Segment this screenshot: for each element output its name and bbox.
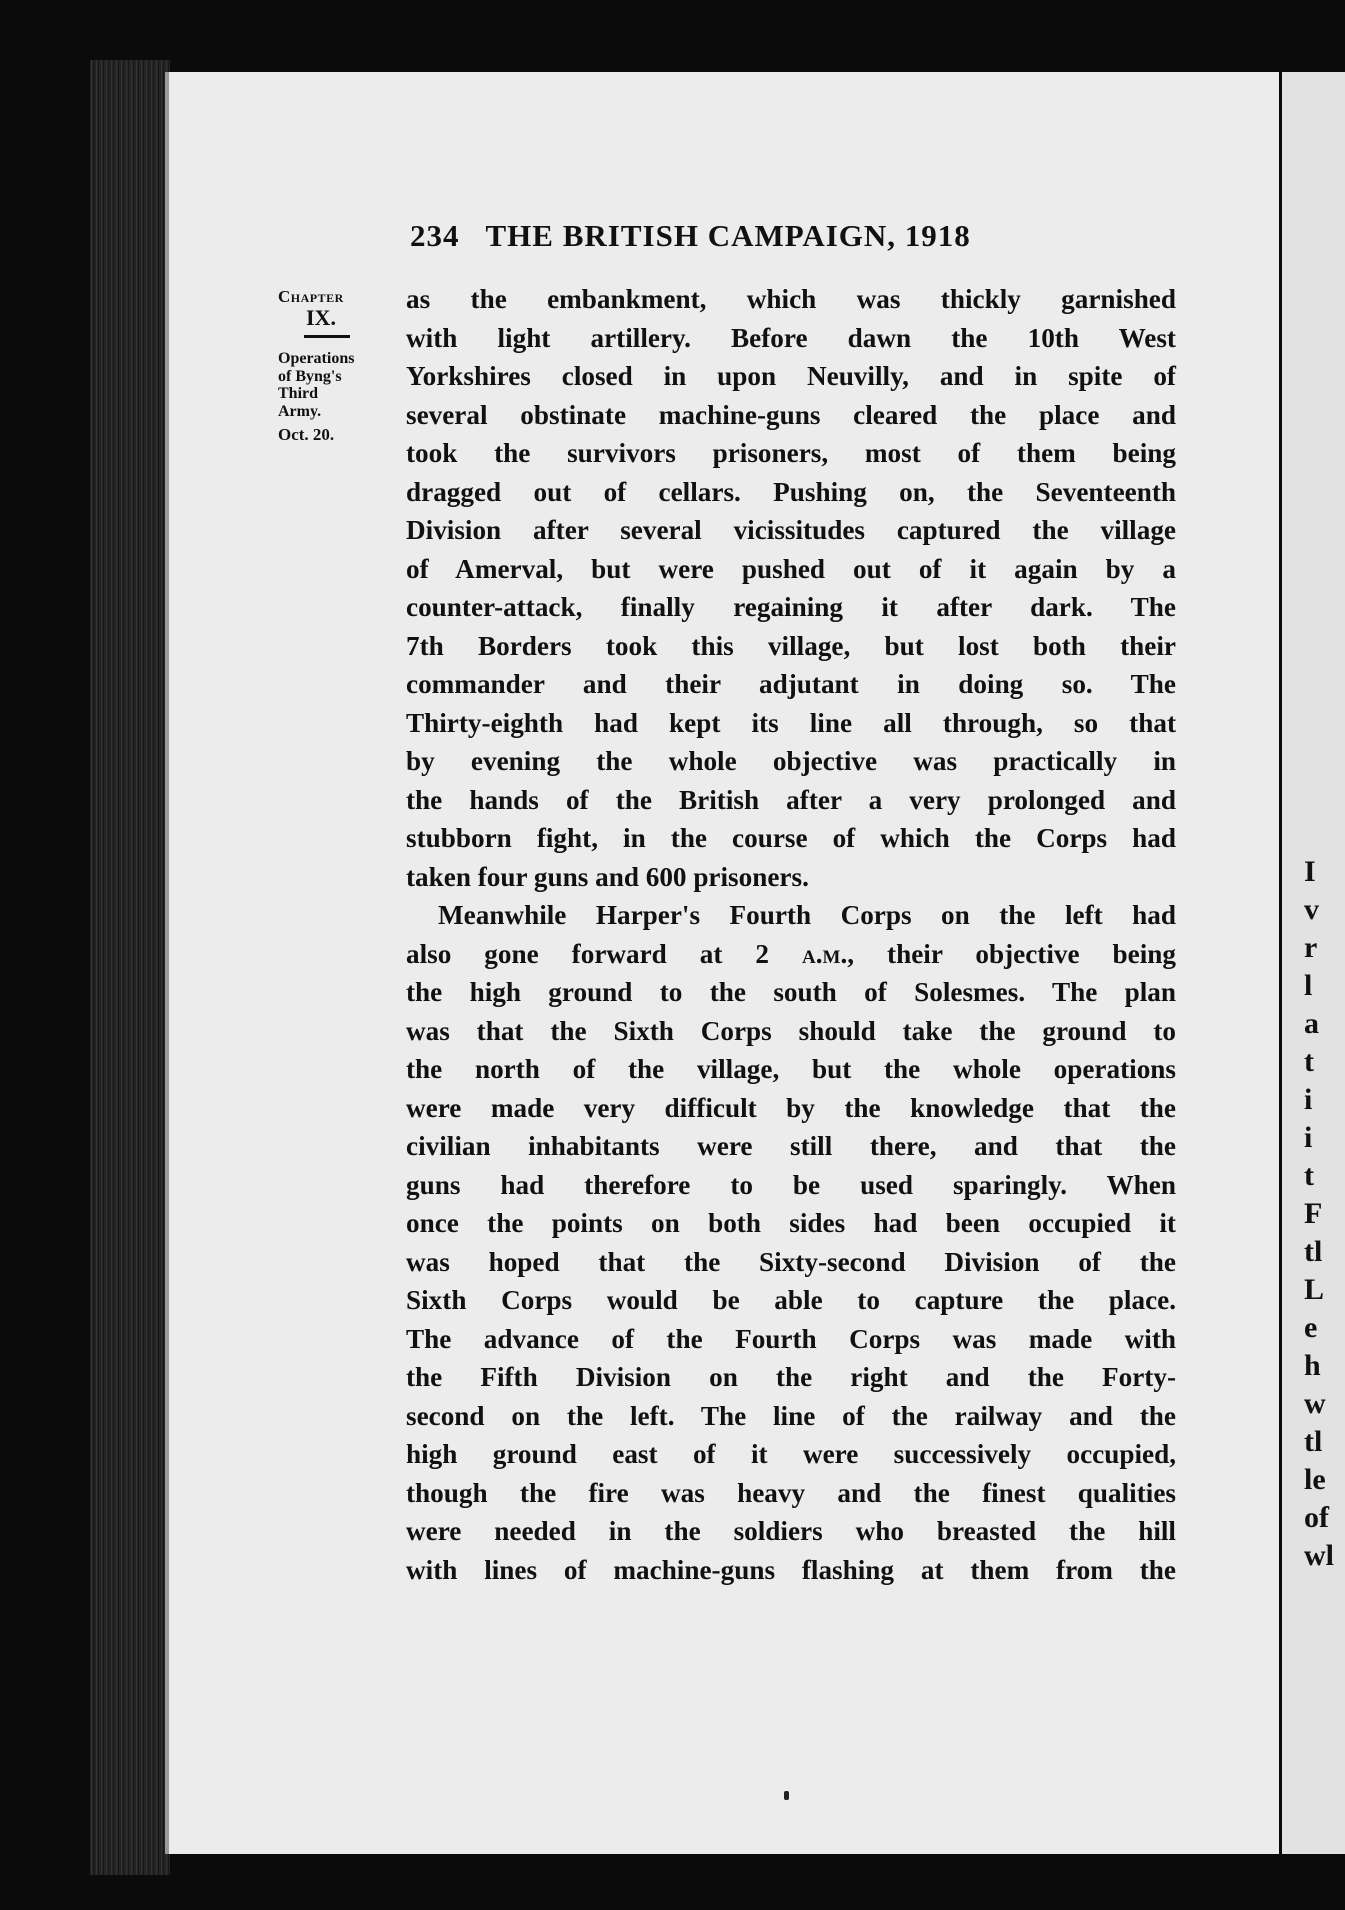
facing-page-fragment: tl [1304,1235,1323,1268]
text-line: counter-attack, finally regaining it after dark. The [406,592,1176,622]
chapter-number: IX. [306,304,336,330]
text-line: Meanwhile Harper's Fourth Corps on the left had [438,900,1176,930]
text-line: though the fire was heavy and the finest qualities [406,1477,1176,1508]
text-line: second on the left. The line of the railway and the [406,1400,1176,1431]
facing-page-fragment: i [1304,1083,1313,1116]
text-line: stubborn fight, in the course of which the Corps had [406,823,1176,853]
text-fragment: , their objective being [847,938,1176,969]
text-line: Sixth Corps would be able to capture the place. [406,1285,1176,1315]
running-head [410,218,1055,254]
facing-page-fragment: of [1304,1501,1329,1534]
facing-page-fragment: i [1304,1121,1313,1154]
text-line: civilian inhabitants were still there, and that the [406,1131,1176,1161]
text-line: 7th Borders took this village, but lost both their [406,630,1176,661]
body-text [406,280,1176,1589]
running-title: THE BRITISH CAMPAIGN, 1918 [485,218,971,253]
text-line: was hoped that the Sixty-second Division of the [406,1246,1176,1277]
facing-page-fragment: le [1304,1463,1326,1496]
text-line: once the points on both sides had been occupied it [406,1208,1176,1238]
text-line: high ground east of it were successively occupied, [406,1439,1176,1469]
facing-page-fragment: a [1304,1007,1319,1040]
facing-page-fragment: v [1304,893,1319,926]
facing-page-fragment: wl [1304,1539,1334,1572]
facing-page-fragment: t [1304,1159,1314,1192]
text-line: commander and their adjutant in doing so. The [406,669,1176,699]
facing-page-fragment: h [1304,1349,1321,1382]
facing-page-fragment: l [1304,969,1313,1002]
sidenote-line: Third [278,385,319,403]
text-line: dragged out of cellars. Pushing on, the Seventeenth [406,476,1176,507]
facing-page-fragment: t [1304,1045,1314,1078]
facing-page-fragment: tl [1304,1425,1323,1458]
text-line: The advance of the Fourth Corps was made with [406,1323,1176,1354]
book-page-edges [90,60,170,1875]
text-line: taken four guns and 600 prisoners. [406,861,809,892]
text-line: the high ground to the south of Solesmes. The plan [406,977,1176,1007]
text-line: was that the Sixth Corps should take the ground to [406,1015,1176,1046]
text-line: with lines of machine-guns flashing at them from the [406,1554,1176,1585]
text-line: the north of the village, but the whole operations [406,1054,1176,1084]
text-fragment: also gone forward at 2 [406,938,802,969]
text-line: Division after several vicissitudes captured the village [406,515,1176,545]
text-line: the hands of the British after a very prolonged and [406,784,1176,815]
text-line: by evening the whole objective was practically in [406,746,1176,776]
text-line: Thirty-eighth had kept its line all through, so that [406,707,1176,738]
chapter-label: Chapter [278,287,344,306]
text-line: Yorkshires closed in upon Neuvilly, and in spite of [406,361,1176,391]
facing-page-fragment: r [1304,931,1318,964]
margin-notes [278,288,398,444]
sidenote-date: Oct. 20. [278,425,335,445]
text-line: guns had therefore to be used sparingly. When [406,1169,1176,1200]
page-number: 234 [410,218,460,253]
text-line: were needed in the soldiers who breasted the hill [406,1516,1176,1546]
ink-speck [784,1791,789,1800]
sidenote-line: of Byng's [278,367,342,385]
text-line: of Amerval, but were pushed out of it again by a [406,553,1176,584]
time-abbrev: a.m. [802,938,848,969]
facing-page-fragment: I [1304,855,1316,888]
text-line: took the survivors prisoners, most of them being [406,438,1176,468]
text-line: the Fifth Division on the right and the Forty- [406,1362,1176,1392]
text-line: were made very difficult by the knowledge that the [406,1092,1176,1123]
text-line: as the embankment, which was thickly garnished [406,284,1176,314]
sidenote-line: Operations [278,349,355,367]
text-line: several obstinate machine-guns cleared the place and [406,399,1176,430]
chapter-rule [304,335,350,338]
facing-page-fragment: e [1304,1311,1318,1344]
text-line [406,935,1176,974]
sidenote-line: Army. [278,402,322,420]
facing-page-fragment: F [1304,1197,1323,1230]
facing-page [1282,72,1345,1854]
facing-page-fragment: w [1304,1387,1326,1420]
text-line: with light artillery. Before dawn the 10th West [406,322,1176,353]
facing-page-fragment: L [1304,1273,1325,1306]
